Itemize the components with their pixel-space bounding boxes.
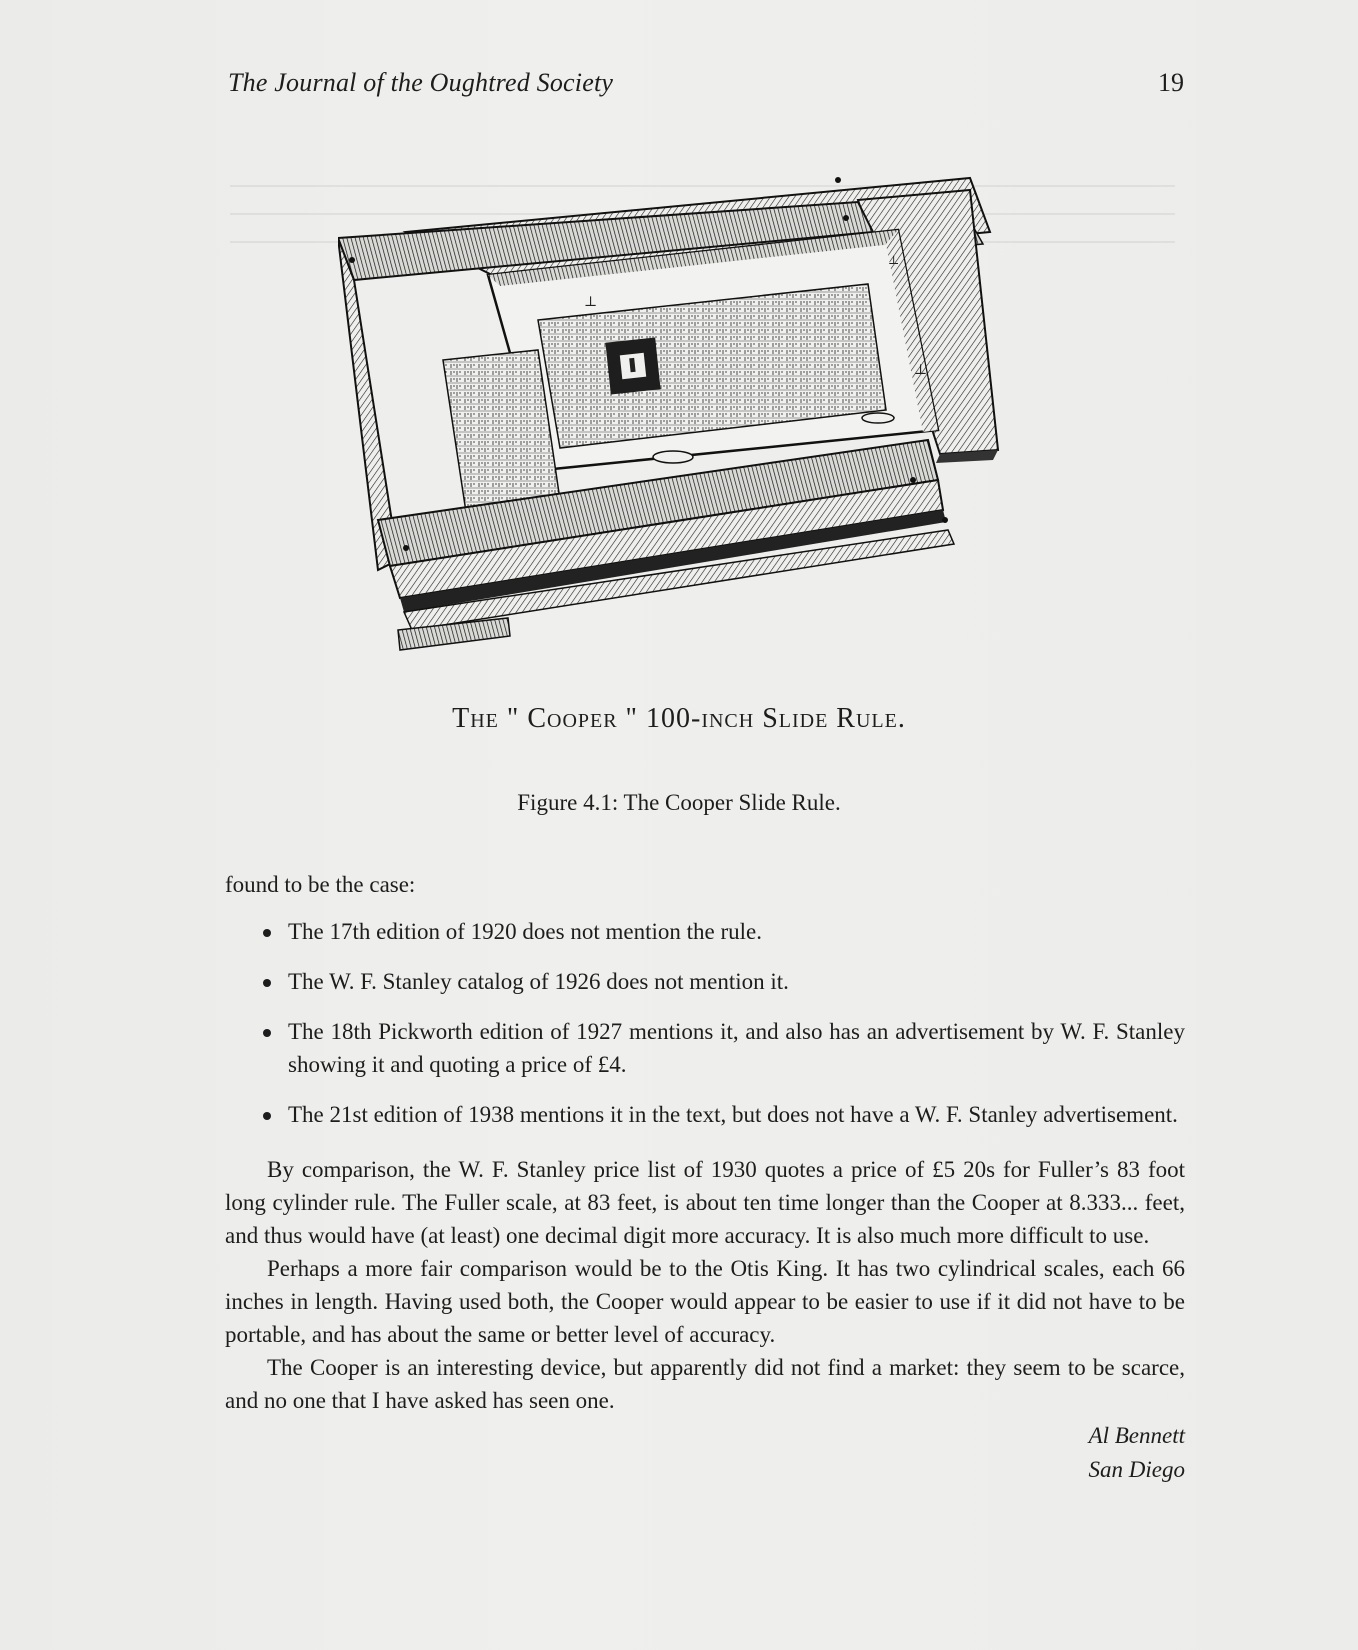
list-item: The 18th Pickworth edition of 1927 mentions it, and also has an advertisement by W. F. Stanley showing it and quoting a price of £4. [263,1015,1185,1081]
edition-list [225,915,1185,1131]
cooper-slide-rule-illustration [338,160,1044,690]
svg-text:⊥: ⊥ [888,253,900,267]
slide-rule-figure [338,160,1044,690]
author-location: San Diego [1088,1457,1185,1482]
author-signature [225,1419,1185,1487]
list-item: The 21st edition of 1938 mentions it in the text, but does not have a W. F. Stanley advertisement. [263,1098,1185,1131]
svg-text:⊥: ⊥ [584,294,598,310]
engraved-figure-caption: The " Cooper " 100-inch Slide Rule. [452,703,906,734]
paragraph: By comparison, the W. F. Stanley price list of 1930 quotes a price of £5 20s for Fuller’s 83 foot long cylinder rule. The Fuller scale, at 83 feet, is about ten time longer than the Cooper at 8.333... feet, and thus would have (at least) one decimal digit more accuracy. It is also much more difficult to use. [225,1157,1185,1248]
article-body [225,868,1185,1487]
list-item: The W. F. Stanley catalog of 1926 does not mention it. [263,965,1185,998]
page-number: 19 [1158,68,1184,97]
page-header [228,68,1184,108]
figure-caption: Figure 4.1: The Cooper Slide Rule. [517,790,841,815]
lead-text: found to be the case: [225,872,416,897]
paragraph: Perhaps a more fair comparison would be to the Otis King. It has two cylindrical scales, each 66 inches in length. Having used both, the Cooper would appear to be easier to use if it did not have to be portable, and has about the same or better level of accuracy. [225,1256,1185,1347]
list-item: The 17th edition of 1920 does not mention the rule. [263,915,1185,948]
svg-text:⊥: ⊥ [914,362,928,378]
author-name: Al Bennett [1088,1423,1185,1448]
paragraph: The Cooper is an interesting device, but apparently did not find a market: they seem to be scarce, and no one that I have asked has seen one. [225,1355,1185,1413]
journal-title: The Journal of the Oughtred Society [228,68,614,97]
